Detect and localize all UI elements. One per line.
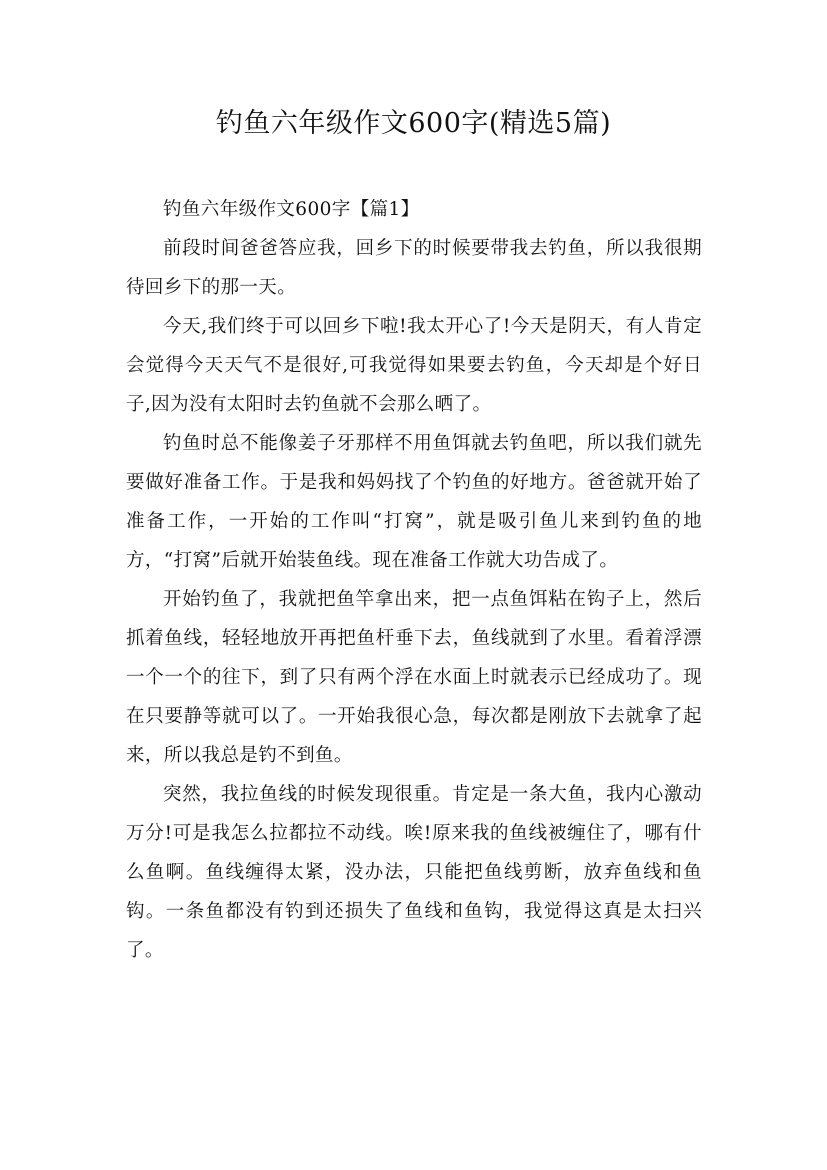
paragraph-5: 突然，我拉鱼线的时候发现很重。肯定是一条大鱼，我内心激动万分!可是我怎么拉都拉不动线。唉!原来我的鱼线被缠住了，哪有什么鱼啊。鱼线缠得太紧，没办法，只能把鱼线剪断，放弃鱼线和鱼钩。一条鱼都没有钓到还损失了鱼线和鱼钩，我觉得这真是太扫兴了。: [126, 784, 702, 961]
paragraph-3: 钓鱼时总不能像姜子牙那样不用鱼饵就去钓鱼吧，所以我们就先要做好准备工作。于是我和妈妈找了个钓鱼的好地方。爸爸就开始了准备工作，一开始的工作叫“打窝”，就是吸引鱼儿来到钓鱼的地方，“打窝”后就开始装鱼线。现在准备工作就大功告成了。: [126, 433, 702, 571]
paragraph-1: 前段时间爸爸答应我，回乡下的时候要带我去钓鱼，所以我很期待回乡下的那一天。: [126, 238, 702, 298]
paragraph-4: 开始钓鱼了，我就把鱼竿拿出来，把一点鱼饵粘在钩子上，然后抓着鱼线，轻轻地放开再把鱼杆垂下去，鱼线就到了水里。看着浮漂一个一个的往下，到了只有两个浮在水面上时就表示已经成功了。现在只要静等就可以了。一开始我很心急，每次都是刚放下去就拿了起来，所以我总是钓不到鱼。: [126, 589, 702, 766]
document-title: 钓鱼六年级作文600字(精选5篇): [215, 108, 612, 139]
document-body: [126, 190, 702, 970]
section-heading: 钓鱼六年级作文600字【篇1】: [163, 199, 420, 220]
paragraph-2: 今天,我们终于可以回乡下啦!我太开心了!今天是阴天，有人肯定会觉得今天天气不是很好,可我觉得如果要去钓鱼，今天却是个好日子,因为没有太阳时去钓鱼就不会那么晒了。: [126, 316, 702, 415]
